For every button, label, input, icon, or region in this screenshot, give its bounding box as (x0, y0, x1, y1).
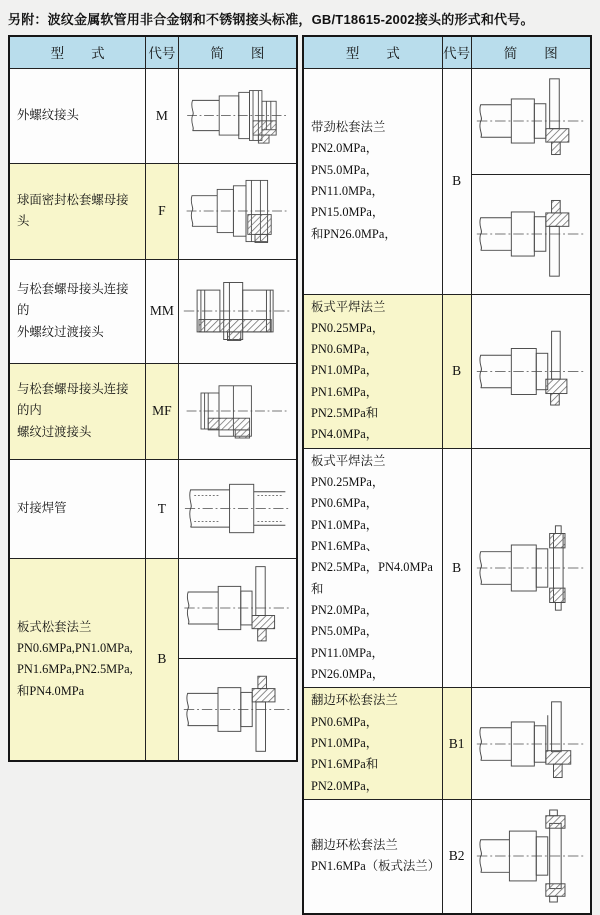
diagram-cell (178, 163, 297, 259)
type-line: 翻边环松套法兰 (311, 837, 398, 852)
diagram-cell (178, 259, 297, 363)
code-cell: M (146, 68, 179, 163)
fitting-diagram-neck-flange (473, 507, 588, 629)
type-cell (303, 294, 442, 448)
type-cell (9, 259, 146, 363)
type-line: PN11.0MPa，PN15.0MPa， (311, 184, 385, 220)
type-line: 球面密封松套螺母接头 (17, 192, 129, 228)
table-row (9, 68, 297, 163)
fitting-diagram-plate-flange (473, 315, 588, 428)
fitting-diagram-loose-flange-down (180, 661, 294, 758)
diagram-cell (178, 363, 297, 459)
tables-container (8, 35, 592, 915)
type-line: 和PN26.0MPa， (311, 226, 397, 241)
table-row (9, 363, 297, 459)
type-line: PN0.6MPa，PN1.0MPa， (311, 714, 379, 751)
type-cell (303, 688, 442, 800)
diagram-cell (178, 558, 297, 658)
type-line: PN1.6MPa和PN2.0MPa， (311, 757, 379, 793)
fitting-diagram-butt-weld (180, 462, 294, 555)
type-line: PN1.0MPa，PN1.6MPa、 (311, 517, 379, 554)
diagram-cell (471, 688, 591, 800)
type-line: 板式松套法兰 (17, 619, 92, 634)
diagram-cell (471, 174, 591, 294)
type-line: 与松套螺母接头连接的 (17, 282, 129, 318)
code-cell: MM (146, 259, 179, 363)
type-line: 板式平焊法兰 (311, 453, 386, 468)
type-line: PN1.0MPa，PN1.6MPa， (311, 363, 379, 399)
fitting-diagram-nipple-mm (180, 262, 294, 360)
type-cell (303, 68, 442, 294)
table-row (9, 163, 297, 259)
type-line: 对接焊管 (17, 500, 67, 515)
type-cell (303, 448, 442, 688)
type-line: PN11.0MPa，PN26.0MPa， (311, 645, 385, 682)
fitting-diagram-nipple-mf (180, 366, 294, 456)
type-line: PN2.0MPa，PN5.0MPa， (311, 141, 379, 177)
column-header-code: 代号 (442, 36, 471, 68)
column-header-type: 型 式 (9, 36, 146, 68)
code-cell: T (146, 459, 179, 558)
type-line: PN0.25MPa，PN0.6MPa， (311, 320, 385, 357)
type-line: PN1.6MPa（板式法兰） (311, 859, 441, 874)
diagram-cell (178, 68, 297, 163)
diagram-cell (471, 800, 591, 914)
fitting-diagram-loose-flange-up (180, 561, 294, 655)
table-row (303, 294, 591, 448)
diagram-cell (178, 459, 297, 558)
table-row (303, 688, 591, 800)
header-row (9, 36, 297, 68)
type-line: PN2.0MPa，PN5.0MPa， (311, 603, 379, 639)
fittings-table-right (302, 35, 592, 915)
fitting-diagram-loose-flange-down (473, 177, 588, 291)
type-line: 外螺纹接头 (17, 107, 79, 122)
code-cell: B (442, 448, 471, 688)
type-cell (9, 163, 146, 259)
table-row (303, 800, 591, 914)
diagram-cell (471, 294, 591, 448)
code-cell: F (146, 163, 179, 259)
type-line: PN1.6MPa,PN2.5MPa, (17, 662, 133, 677)
type-line: 板式平焊法兰 (311, 299, 386, 314)
type-cell (303, 800, 442, 914)
type-line: 翻边环松套法兰 (311, 693, 398, 708)
type-line: 外螺纹过渡接头 (17, 324, 104, 339)
page-title: 另附：波纹金属软管用非合金钢和不锈钢接头标准，GB/T18615-2002接头的形式和代号。 (8, 12, 534, 27)
type-line: 螺纹过渡接头 (17, 424, 92, 439)
header-row (303, 36, 591, 68)
code-cell: B2 (442, 800, 471, 914)
column-header-diagram: 简 图 (178, 36, 297, 68)
table-row (303, 448, 591, 688)
diagram-cell (471, 68, 591, 174)
fittings-table-left (8, 35, 298, 762)
table-row (303, 68, 591, 174)
code-cell: MF (146, 363, 179, 459)
code-cell: B (442, 68, 471, 294)
type-line: PN2.5MPa和PN4.0MPa， (311, 406, 379, 442)
table-row (9, 558, 297, 658)
diagram-cell (471, 448, 591, 688)
fitting-diagram-lap-flange (473, 802, 588, 910)
fitting-diagram-flanged-ring (473, 694, 588, 794)
type-cell (9, 459, 146, 558)
type-cell (9, 68, 146, 163)
type-line: 与松套螺母接头连接的内 (17, 382, 129, 418)
fitting-diagram-union-nut (180, 166, 294, 256)
code-cell: B (146, 558, 179, 761)
type-line: PN0.6MPa,PN1.0MPa, (17, 640, 133, 655)
table-row (9, 459, 297, 558)
type-line: PN2.5MPa，PN4.0MPa和 (311, 560, 433, 596)
column-header-type: 型 式 (303, 36, 442, 68)
column-header-code: 代号 (146, 36, 179, 68)
type-line: 和PN4.0MPa (17, 683, 85, 698)
fitting-diagram-loose-flange-up (473, 71, 588, 171)
column-header-diagram: 简 图 (471, 36, 591, 68)
type-line: 带劲松套法兰 (311, 120, 386, 135)
type-line: PN0.25MPa，PN0.6MPa， (311, 475, 385, 511)
table-row (9, 259, 297, 363)
code-cell: B (442, 294, 471, 448)
diagram-cell (178, 658, 297, 761)
type-cell (9, 363, 146, 459)
type-cell (9, 558, 146, 761)
code-cell: B1 (442, 688, 471, 800)
fitting-diagram-male-thread (180, 71, 294, 160)
